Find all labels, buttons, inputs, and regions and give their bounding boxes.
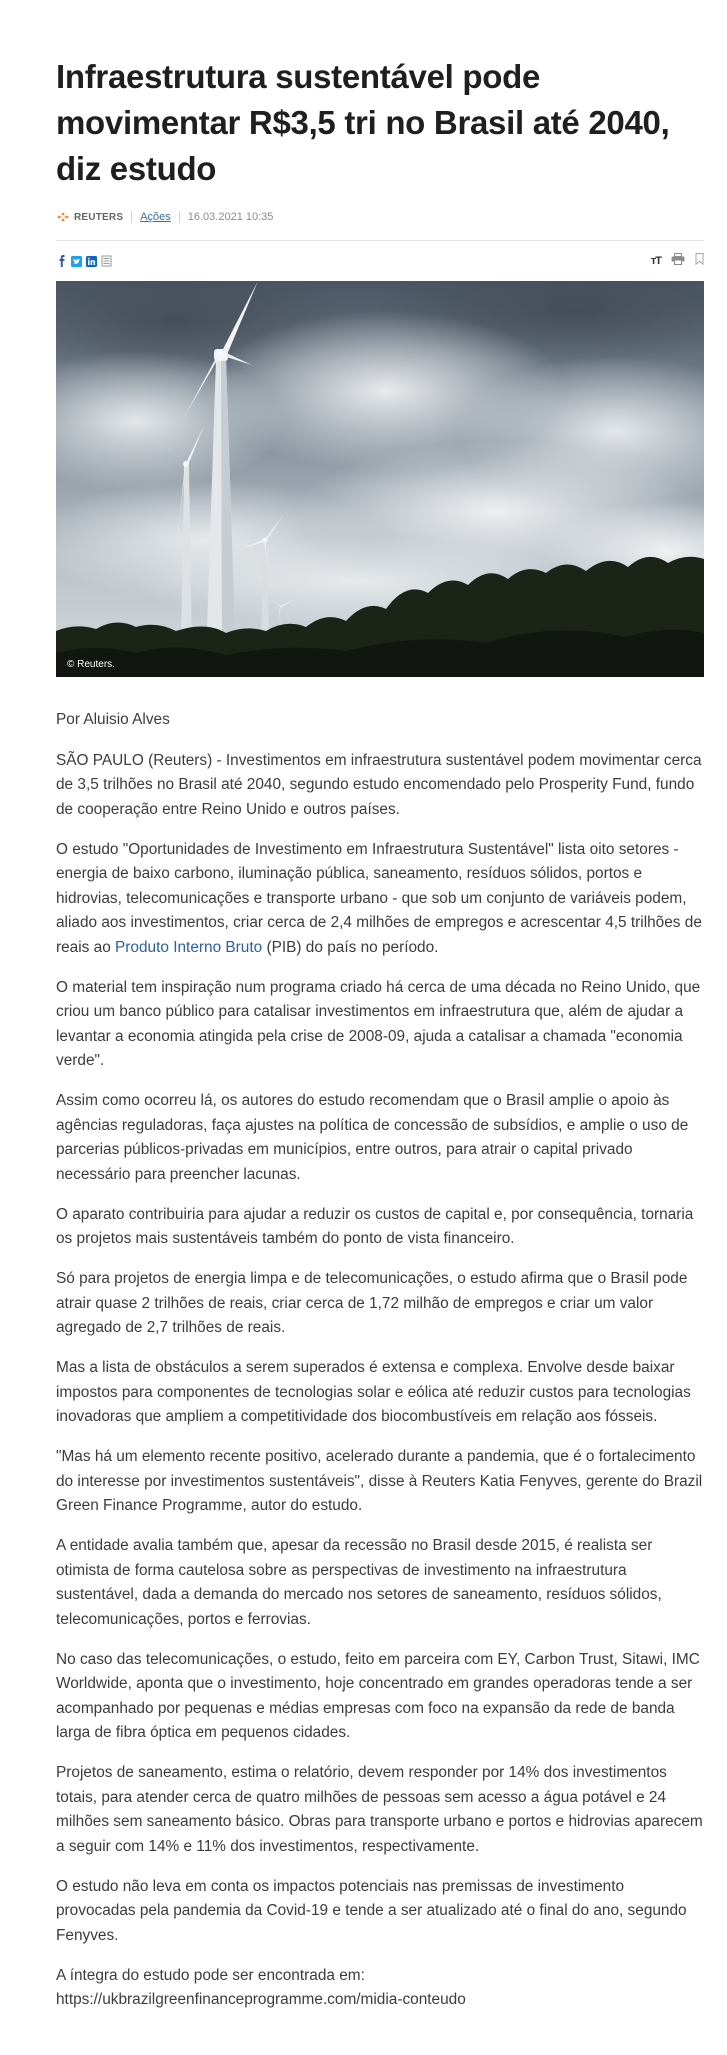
twitter-icon[interactable] <box>71 255 82 268</box>
meta-divider <box>131 211 132 223</box>
font-size-button[interactable]: тT <box>650 255 661 267</box>
category-link[interactable]: Ações <box>140 211 171 223</box>
reuters-logo-icon <box>56 211 70 223</box>
paragraph: A entidade avalia também que, apesar da recessão no Brasil desde 2015, é realista ser otimista de forma cautelosa sobre as perspectivas de investimento na infraestrutura sustentável, dada a demanda do mercado nos setores de saneamento, resíduos sólidos, telecomunicações, portos e ferrovias. <box>56 1537 662 1628</box>
article-meta <box>56 206 704 228</box>
paragraph: O aparato contribuiria para ajudar a reduzir os custos de capital e, por consequência, tornaria os projetos mais sustentáveis também do ponto de vista financeiro. <box>56 1205 694 1247</box>
paragraph: Assim como ocorreu lá, os autores do estudo recomendam que o Brasil amplie o apoio às agências reguladoras, faça ajustes na política de concessão de subsídios, e amplie o uso de parcerias públicos-privadas em municípios, entre outros, para atrair o capital privado necessário para preencher lacunas. <box>56 1092 689 1183</box>
print-icon[interactable] <box>671 252 685 270</box>
article-headline: Infraestrutura sustentável pode movimentar R$3,5 tri no Brasil até 2040, diz estudo <box>56 58 670 187</box>
paragraph-text: A íntegra do estudo pode ser encontrada em: <box>56 1966 365 1984</box>
paragraph: Mas a lista de obstáculos a serem superados é extensa e complexa. Envolve desde baixar impostos para componentes de tecnologias solar e eólica até reduzir custos para tecnologias inovadoras que ampliem a competitividade dos biocombustíveis em relação aos fósseis. <box>56 1359 691 1425</box>
paragraph: Só para projetos de energia limpa e de telecomunicações, o estudo afirma que o Brasil pode atrair quase 2 trilhões de reais, criar cerca de 1,72 milhão de empregos e criar um valor agregado de 2,7 trilhões de reais. <box>56 1270 688 1336</box>
facebook-icon[interactable] <box>56 255 67 268</box>
paragraph: SÃO PAULO (Reuters) - Investimentos em infraestrutura sustentável podem movimentar cerca de 3,5 trilhões no Brasil até 2040, segundo estudo encomendado pelo Prosperity Fund, fundo de cooperação entre Reino Unido e outros países. <box>56 751 702 818</box>
source-logo <box>56 211 123 223</box>
paragraph <box>56 1964 704 2013</box>
article-toolbar <box>56 252 704 270</box>
paragraph-text: O estudo "Oportunidades de Investimento em Infraestrutura Sustentável" lista oito setores - energia de baixo carbono, iluminação pública, saneamento, resíduos sólidos, portos e hidrovias, telecomunicações e transporte urbano - que sob um conjunto de variáveis podem, aliado aos investimentos, criar cerca de 2,4 milhões de empregos e acrescentar 4,5 trilhões de reais ao <box>56 840 702 956</box>
paragraph: O material tem inspiração num programa criado há cerca de uma década no Reino Unido, que criou um banco público para catalisar investimentos em infraestrutura que, além de ajudar a levantar a economia atingida pela crise de 2008-09, ajuda a catalisar a chamada "economia verde". <box>56 978 701 1069</box>
share-buttons <box>56 255 112 268</box>
email-icon[interactable] <box>101 255 112 268</box>
study-url: https://ukbrazilgreenfinanceprogramme.com/midia-conteudo <box>56 1991 466 2008</box>
article-byline: Por Aluisio Alves <box>56 711 170 728</box>
header-divider <box>56 240 704 241</box>
paragraph: O estudo não leva em conta os impactos potenciais nas premissas de investimento provocadas pela pandemia da Covid-19 e tende a ser atualizado até o final do ano, segundo Fenyves. <box>56 1877 687 1944</box>
paragraph: Projetos de saneamento, estima o relatório, devem responder por 14% dos investimentos totais, para atender cerca de quatro milhões de pessoas sem acesso a água potável e 24 milhões sem saneamento básico. Obras para transporte urbano e portos e hidrovias aparecem a seguir com 14% e 11% dos investimentos, respectivamente. <box>56 1764 703 1855</box>
wind-turbines-image <box>56 281 704 677</box>
paragraph-text: (PIB) do país no período. <box>262 938 439 956</box>
article-image <box>56 281 704 677</box>
source-name: REUTERS <box>74 211 124 223</box>
meta-divider <box>179 211 180 223</box>
gdp-link[interactable]: Produto Interno Bruto <box>115 938 263 956</box>
publish-date: 16.03.2021 10:35 <box>187 211 274 223</box>
article <box>56 0 704 2028</box>
paragraph <box>56 838 704 961</box>
article-body <box>56 708 704 2013</box>
paragraph: No caso das telecomunicações, o estudo, feito em parceira com EY, Carbon Trust, Sitawi, IMC Worldwide, aponta que o investimento, hoje concentrado em grandes operadoras tende a ser acompanhado por pequenas e médias empresas com foco na expansão da rede de banda larga de fibra óptica em pequenos cidades. <box>56 1650 700 1741</box>
paragraph: "Mas há um elemento recente positivo, acelerado durante a pandemia, que é o fortalecimento do interesse por investimentos sustentáveis", disse à Reuters Katia Fenyves, gerente do Brazil Green Finance Programme, autor do estudo. <box>56 1448 703 1514</box>
linkedin-icon[interactable] <box>86 255 97 268</box>
article-tools <box>651 252 704 270</box>
bookmark-icon[interactable] <box>695 252 704 270</box>
image-credit: © Reuters. <box>67 659 115 670</box>
